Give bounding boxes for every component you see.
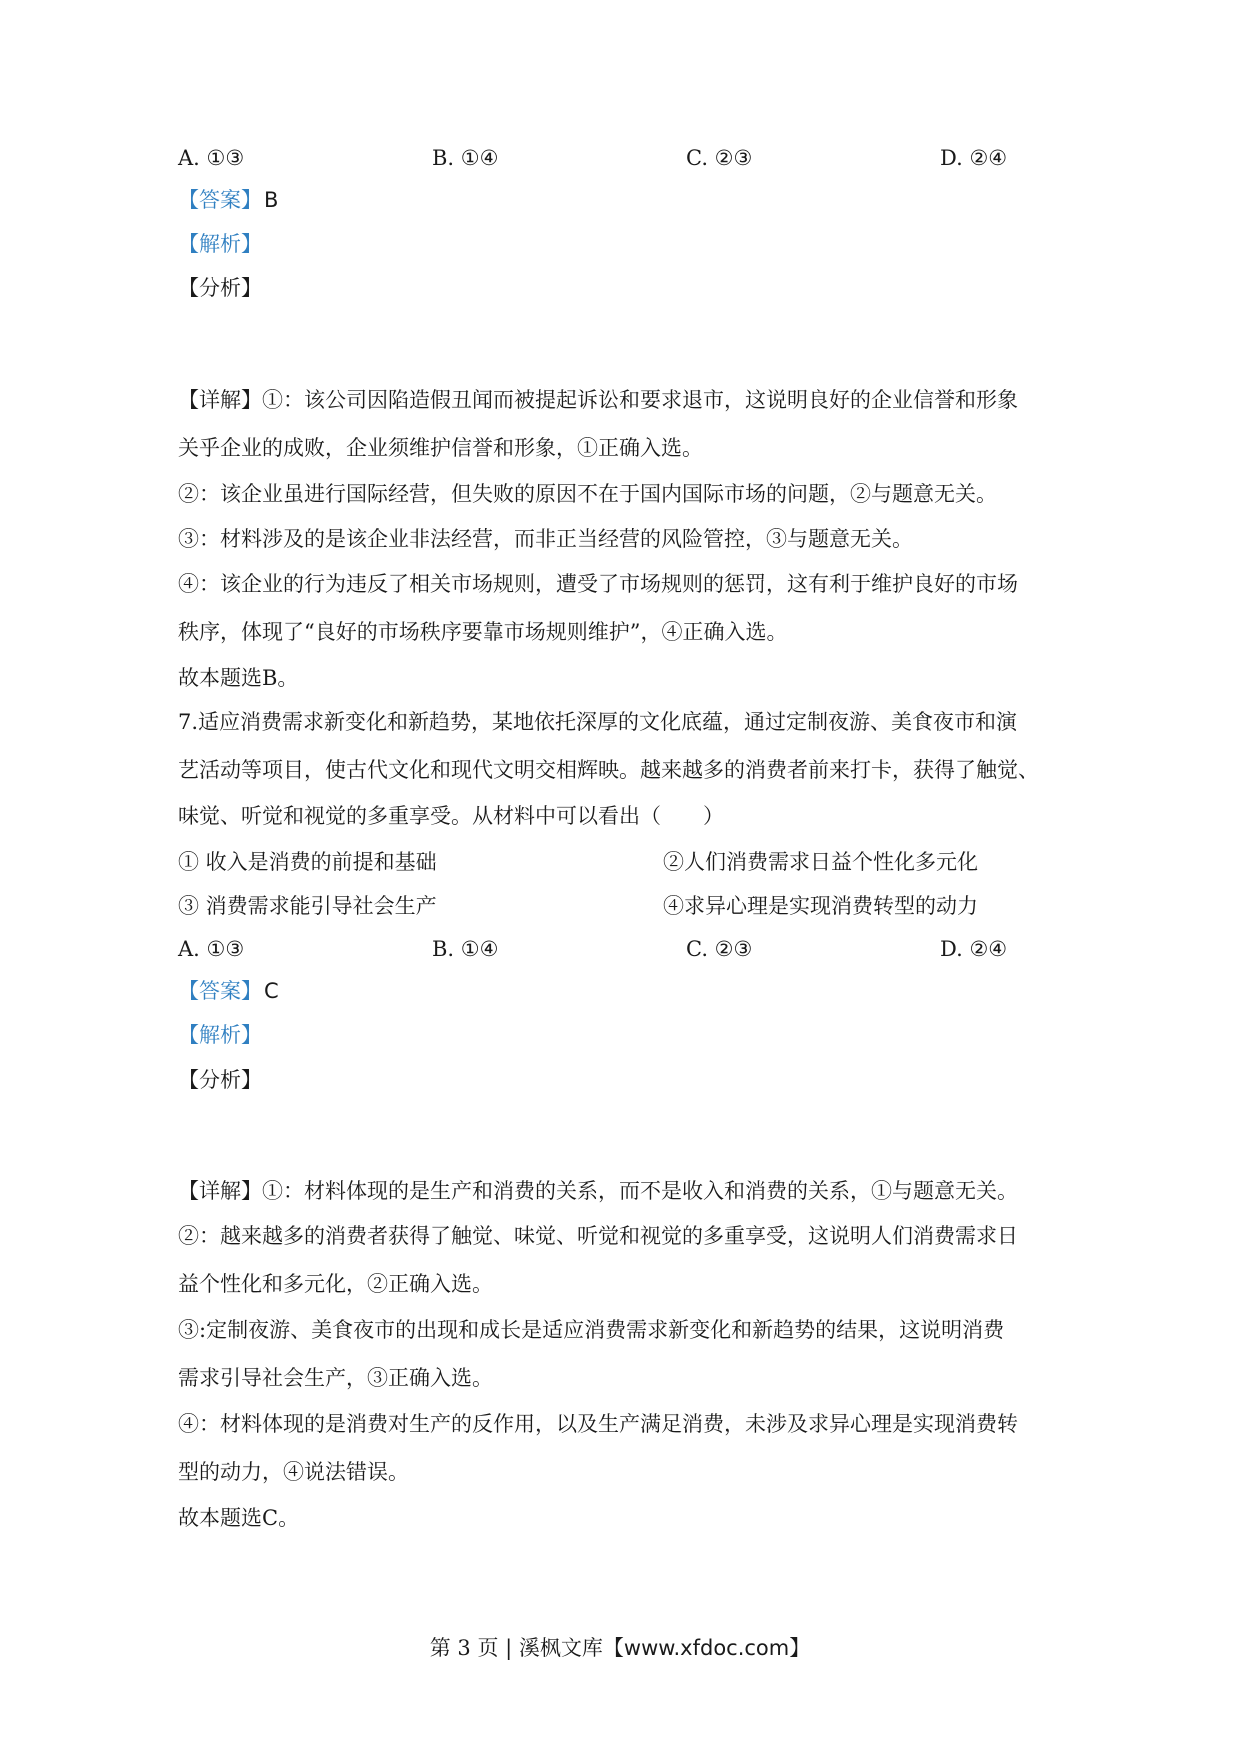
q6-answer-value: B: [264, 188, 279, 212]
q7-detail-line: 需求引导社会生产，③正确入选。: [178, 1366, 493, 1390]
q6-detail-line: 关乎企业的成败，企业须维护信誉和形象，①正确入选。: [178, 436, 703, 460]
q7-answer-value: C: [264, 979, 279, 1003]
q6-detail-line: ④：该企业的行为违反了相关市场规则，遭受了市场规则的惩罚，这有利于维护良好的市场: [178, 572, 1018, 596]
q7-detail-line: 【详解】①：材料体现的是生产和消费的关系，而不是收入和消费的关系，①与题意无关。: [178, 1179, 1018, 1203]
q6-option-b: B. ①④: [432, 146, 499, 170]
q6-detail-line: 秩序，体现了“良好的市场秩序要靠市场规则维护”，④正确入选。: [178, 620, 788, 644]
q7-statement-2: ②人们消费需求日益个性化多元化: [663, 850, 978, 874]
q6-option-d: D. ②④: [940, 146, 1008, 170]
q6-option-a: A. ①③: [178, 146, 245, 170]
q7-option-b: B. ①④: [432, 937, 499, 961]
q7-jiexi-label: 【解析】: [178, 1023, 262, 1047]
q7-conclusion: 故本题选C。: [178, 1506, 300, 1530]
q7-stem-line: 艺活动等项目，使古代文化和现代文明交相辉映。越来越多的消费者前来打卡，获得了触觉、: [178, 758, 1039, 782]
q7-fenxi-label: 【分析】: [178, 1068, 262, 1092]
q7-option-d: D. ②④: [940, 937, 1008, 961]
q6-answer: [178, 184, 278, 216]
q7-detail-line: 益个性化和多元化，②正确入选。: [178, 1272, 493, 1296]
q7-stem-line: 味觉、听觉和视觉的多重享受。从材料中可以看出（ ）: [178, 804, 724, 828]
q7-answer-label: 【答案】: [178, 979, 262, 1003]
q7-statements-row-2: [178, 890, 1078, 922]
q6-detail-line: 【详解】①：该公司因陷造假丑闻而被提起诉讼和要求退市，这说明良好的企业信誉和形象: [178, 388, 1018, 412]
page-footer: [0, 1632, 1240, 1664]
q6-option-c: C. ②③: [686, 146, 753, 170]
q7-statements-row-1: [178, 846, 1078, 878]
q6-conclusion: 故本题选B。: [178, 666, 299, 690]
q7-option-a: A. ①③: [178, 937, 245, 961]
q7-statement-3: ③ 消费需求能引导社会生产: [178, 894, 437, 918]
q6-jiexi-label: 【解析】: [178, 232, 262, 256]
q6-detail-line: ②：该企业虽进行国际经营，但失败的原因不在于国内国际市场的问题，②与题意无关。: [178, 482, 997, 506]
q6-fenxi-label: 【分析】: [178, 276, 262, 300]
footer-suffix: 】: [789, 1636, 811, 1660]
footer-site-link[interactable]: www.xfdoc.com: [623, 1636, 790, 1660]
q7-statement-1: ① 收入是消费的前提和基础: [178, 850, 437, 874]
q7-detail-line: ②：越来越多的消费者获得了触觉、味觉、听觉和视觉的多重享受，这说明人们消费需求日: [178, 1224, 1018, 1248]
q6-answer-label: 【答案】: [178, 188, 262, 212]
q7-option-c: C. ②③: [686, 937, 753, 961]
q7-answer: [178, 975, 279, 1007]
q7-stem-line: 7.适应消费需求新变化和新趋势，某地依托深厚的文化底蕴，通过定制夜游、美食夜市和演: [178, 710, 1018, 734]
footer-prefix: 第 3 页 | 溪枫文库【: [429, 1636, 624, 1660]
q7-detail-line: ④：材料体现的是消费对生产的反作用，以及生产满足消费，未涉及求异心理是实现消费转: [178, 1412, 1018, 1436]
q7-detail-line: ③:定制夜游、美食夜市的出现和成长是适应消费需求新变化和新趋势的结果，这说明消费: [178, 1318, 1005, 1342]
q6-options-row: [178, 142, 1078, 174]
q7-options-row: [178, 933, 1078, 965]
q7-detail-line: 型的动力，④说法错误。: [178, 1460, 409, 1484]
q7-statement-4: ④求异心理是实现消费转型的动力: [663, 894, 978, 918]
q6-detail-line: ③：材料涉及的是该企业非法经营，而非正当经营的风险管控，③与题意无关。: [178, 527, 913, 551]
